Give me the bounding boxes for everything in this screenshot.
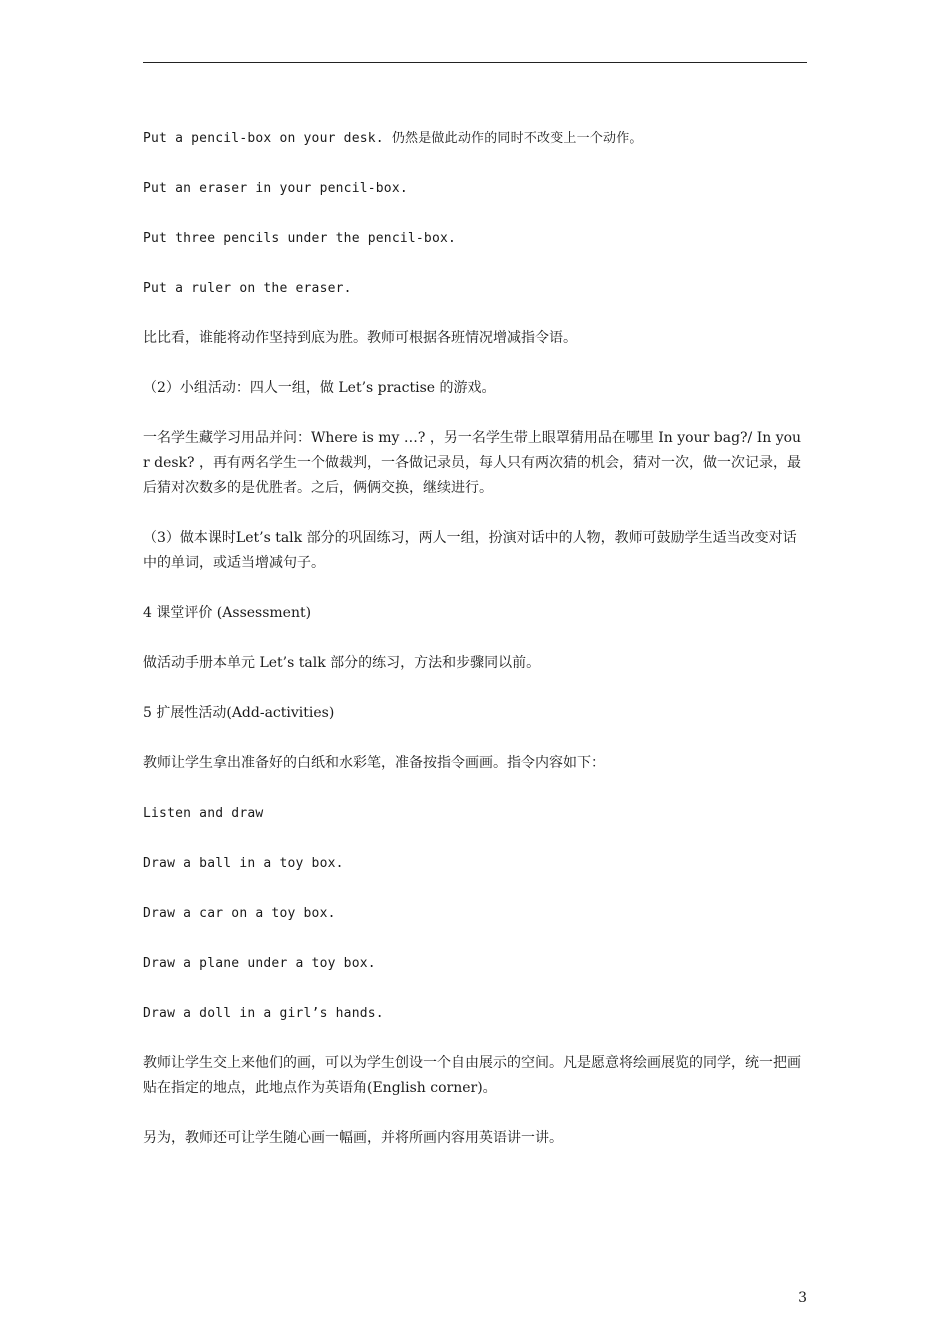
- instruction-line: Draw a car on a toy box.: [143, 906, 336, 921]
- instruction-line: Draw a doll in a girl’s hands.: [143, 1006, 384, 1021]
- instruction-line: Draw a ball in a toy box.: [143, 856, 344, 871]
- instruction-line: Put three pencils under the pencil-box.: [143, 231, 457, 246]
- section-heading: 4 课堂评价 (Assessment): [143, 605, 312, 621]
- header-rule: [143, 62, 807, 63]
- paragraph: 教师让学生拿出准备好的白纸和水彩笔，准备按指令画画。指令内容如下：: [143, 755, 605, 771]
- paragraph: 做活动手册本单元 Let’s talk 部分的练习，方法和步骤同以前。: [143, 655, 541, 671]
- document-body: [143, 126, 807, 1176]
- section-heading: 5 扩展性活动(Add-activities): [143, 705, 335, 721]
- instruction-line: Put an eraser in your pencil-box.: [143, 181, 408, 196]
- paragraph: 比比看，谁能将动作坚持到底为胜。教师可根据各班情况增减指令语。: [143, 330, 577, 346]
- instruction-line: Put a pencil-box on your desk. 仍然是做此动作的同时不改变上一个动作。: [143, 131, 643, 146]
- paragraph: （3）做本课时Let’s talk 部分的巩固练习，两人一组，扮演对话中的人物，教师可鼓励学生适当改变对话中的单词，或适当增减句子。: [143, 530, 797, 571]
- instruction-line: Put a ruler on the eraser.: [143, 281, 352, 296]
- paragraph: （2）小组活动：四人一组，做 Let’s practise 的游戏。: [143, 380, 496, 396]
- paragraph: 教师让学生交上来他们的画，可以为学生创设一个自由展示的空间。凡是愿意将绘画展览的同学，统一把画贴在指定的地点，此地点作为英语角(English corner)。: [143, 1055, 801, 1096]
- instruction-line: Draw a plane under a toy box.: [143, 956, 376, 971]
- instruction-line: Listen and draw: [143, 806, 264, 821]
- paragraph: 一名学生藏学习用品并问：Where is my …? ，另一名学生带上眼罩猜用品在哪里 In your bag?/ In your desk? ，再有两名学生一个做裁判，一各做记录员，每人只有两次猜的机会，猜对一次，做一次记录，最后猜对次数多的是优胜者。之后，俩俩交换，继续进行。: [143, 430, 802, 496]
- page-number: 3: [798, 1290, 807, 1306]
- paragraph: 另为，教师还可让学生随心画一幅画，并将所画内容用英语讲一讲。: [143, 1130, 563, 1146]
